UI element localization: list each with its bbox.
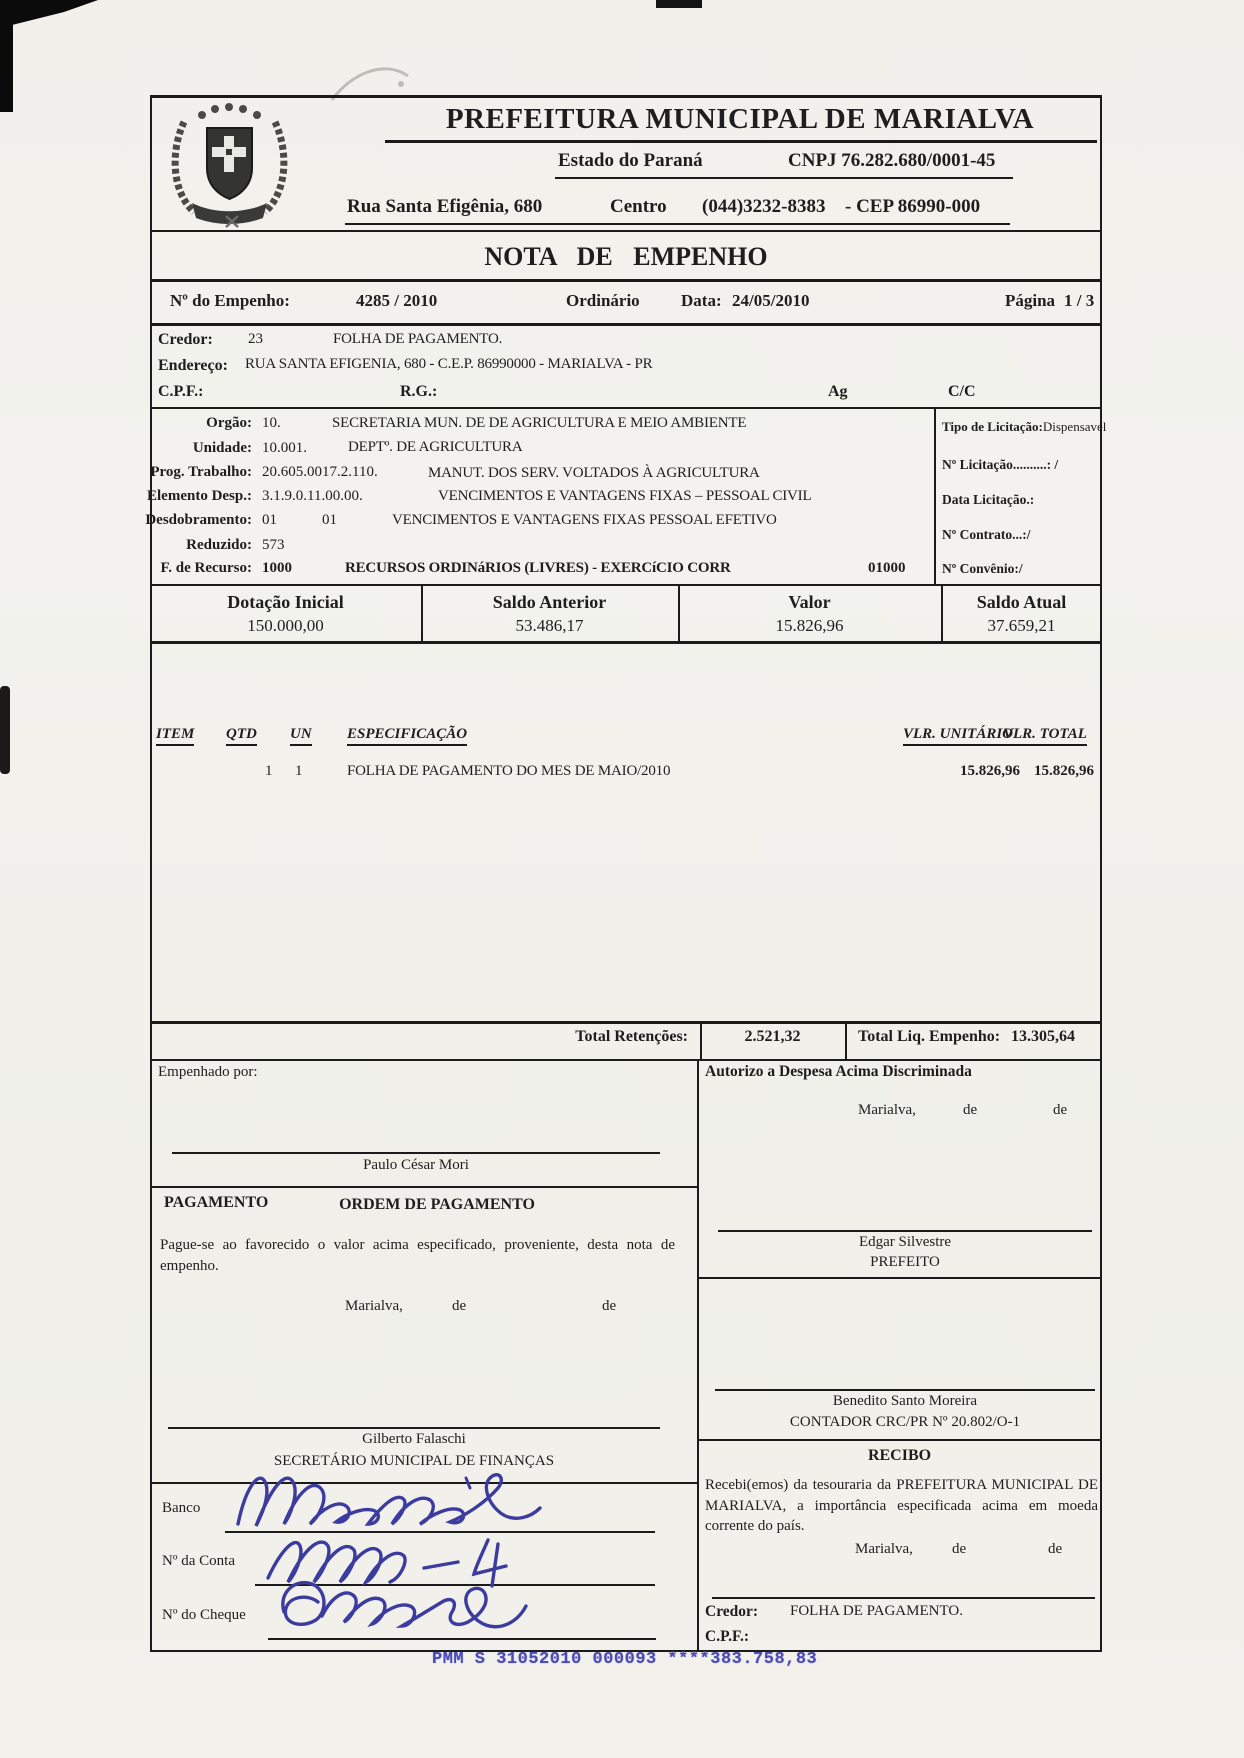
dateline-city: Marialva,: [858, 1102, 916, 1118]
col-header-especificacao: ESPECIFICAÇÃO: [347, 726, 467, 746]
cc-label: C/C: [948, 383, 976, 400]
recibo-dateline-city: Marialva,: [855, 1541, 913, 1557]
orgao-code: 10.: [262, 415, 281, 431]
divider: [555, 177, 1013, 179]
dotacao-inicial-value: 150.000,00: [247, 616, 324, 635]
recibo-credor-value: FOLHA DE PAGAMENTO.: [790, 1603, 963, 1619]
desdobramento-desc: VENCIMENTOS E VANTAGENS FIXAS PESSOAL EFETIVO: [392, 512, 777, 528]
orgao-desc: SECRETARIA MUN. DE DE AGRICULTURA E MEIO AMBIENTE: [332, 415, 747, 431]
item-qtd: 1: [295, 763, 303, 779]
divider: [385, 140, 1097, 143]
saldo-atual-label: Saldo Atual: [976, 592, 1067, 612]
empenhado-por-label: Empenhado por:: [158, 1064, 258, 1080]
credor-code: 23: [248, 331, 263, 347]
divider: [934, 407, 936, 586]
num-licitacao-label: Nº Licitação..........: /: [942, 457, 1059, 472]
cpf-label: C.P.F.:: [158, 383, 204, 400]
street-label: Rua Santa Efigênia, 680: [347, 196, 543, 217]
ordem-pagamento-text: Pague-se ao favorecido o valor acima especificado, proveniente, desta nota de empenho.: [160, 1237, 675, 1274]
fonte-recurso-extra: 01000: [868, 560, 906, 576]
unidade-label: Unidade:: [192, 440, 252, 456]
divider: [345, 223, 1010, 225]
num-cheque-label: Nº do Cheque: [162, 1607, 246, 1623]
unidade-code: 10.001.: [262, 440, 307, 456]
credor-name: FOLHA DE PAGAMENTO.: [333, 331, 503, 347]
endereco-value: RUA SANTA EFIGENIA, 680 - C.E.P. 86990000 - MARIALVA - PR: [245, 356, 653, 372]
divider: [150, 1059, 1102, 1061]
rg-label: R.G.:: [400, 383, 438, 400]
total-retencoes-label: Total Retenções:: [575, 1028, 688, 1045]
data-licitacao-label: Data Licitação.:: [942, 492, 1035, 507]
recibo-dateline-de: de: [1048, 1541, 1063, 1557]
cep-label: - CEP 86990-000: [845, 196, 981, 217]
num-contrato-label: Nº Contrato...:/: [942, 527, 1031, 542]
col-header-un: UN: [290, 726, 312, 746]
recibo-cpf-label: C.P.F.:: [705, 1628, 750, 1645]
cnpj-label: CNPJ 76.282.680/0001-45: [788, 150, 996, 171]
ag-label: Ag: [828, 383, 848, 400]
elemento-desp-code: 3.1.9.0.11.00.00.: [262, 488, 363, 504]
saldo-atual-value: 37.659,21: [987, 616, 1056, 635]
endereco-label: Endereço:: [158, 357, 228, 374]
divider: [697, 1439, 1102, 1441]
fonte-recurso-desc: RECURSOS ORDINáRIOS (LIVRES) - EXERCíCIO CORR: [345, 560, 731, 576]
orgao-label: Orgão:: [206, 415, 252, 431]
signature-name-paulo-cesar-mori: Paulo César Mori: [363, 1157, 469, 1173]
dateline-de: de: [1053, 1102, 1068, 1118]
pagamento-title: PAGAMENTO: [164, 1194, 269, 1211]
unidade-desc: DEPTº. DE AGRICULTURA: [348, 439, 523, 455]
recibo-text: Recebi(emos) da tesouraria da PREFEITURA MUNICIPAL DE MARIALVA, a importância especificada acima em moeda corrente do país.: [705, 1477, 1098, 1535]
recibo-title: RECIBO: [867, 1447, 932, 1464]
prog-trabalho-code: 20.605.0017.2.110.: [262, 464, 378, 480]
num-convenio-label: Nº Convênio:/: [942, 561, 1023, 576]
desdobramento-code2: 01: [322, 512, 337, 528]
signature-role-secretario-financas: SECRETÁRIO MUNICIPAL DE FINANÇAS: [273, 1453, 555, 1469]
dateline-city: Marialva,: [345, 1298, 403, 1314]
signature-role-contador: CONTADOR CRC/PR Nº 20.802/O-1: [789, 1414, 1021, 1430]
elemento-desp-desc: VENCIMENTOS E VANTAGENS FIXAS – PESSOAL CIVIL: [438, 488, 812, 504]
item-vlr-total: 15.826,96: [1034, 763, 1094, 779]
col-header-vlr-total: VLR. TOTAL: [1003, 726, 1087, 746]
prog-trabalho-desc: MANUT. DOS SERV. VOLTADOS À AGRICULTURA: [428, 465, 760, 481]
col-header-qtd: QTD: [226, 726, 257, 746]
dateline-de: de: [452, 1298, 467, 1314]
document-title: NOTA DE EMPENHO: [484, 242, 768, 271]
saldo-anterior-label: Saldo Anterior: [492, 592, 607, 612]
item-vlr-unitario: 15.826,96: [960, 763, 1020, 779]
ordem-pagamento-title: ORDEM DE PAGAMENTO: [339, 1196, 535, 1213]
signature-line: [718, 1230, 1092, 1232]
autorizo-title: Autorizo a Despesa Acima Discriminada: [705, 1063, 972, 1080]
saldo-anterior-value: 53.486,17: [515, 616, 584, 635]
divider: [150, 230, 1102, 232]
credor-label: Credor:: [158, 331, 213, 348]
divider: [150, 407, 1102, 409]
handwritten-cheque-entry: [270, 1570, 610, 1648]
valor-value: 15.826,96: [775, 616, 844, 635]
district-label: Centro: [610, 196, 667, 217]
tipo-licitacao: [942, 420, 1106, 435]
page-value: 1 / 3: [1064, 291, 1095, 310]
col-header-item: ITEM: [156, 726, 194, 746]
prog-trabalho-label: Prog. Trabalho:: [150, 464, 252, 480]
divider: [150, 323, 1102, 326]
phone-label: (044)3232-8383: [702, 196, 826, 217]
empenho-date-label: Data:: [681, 291, 722, 310]
elemento-desp-label: Elemento Desp.:: [147, 488, 252, 504]
recibo-dateline-de: de: [952, 1541, 967, 1557]
col-header-vlr-unitario: VLR. UNITÁRIO: [903, 726, 1013, 746]
total-retencoes-value: 2.521,32: [744, 1028, 801, 1045]
divider: [150, 1186, 697, 1188]
divider: [150, 1021, 1102, 1024]
form-border-right: [1100, 95, 1102, 1652]
num-conta-label: Nº da Conta: [162, 1553, 235, 1569]
empenho-number-value: 4285 / 2010: [356, 291, 438, 310]
divider: [697, 1059, 699, 1652]
divider: [845, 1021, 847, 1061]
handwritten-bank-entry: [230, 1460, 575, 1538]
signature-name-edgar-silvestre: Edgar Silvestre: [858, 1234, 952, 1250]
item-especificacao: FOLHA DE PAGAMENTO DO MES DE MAIO/2010: [347, 763, 671, 779]
desdobramento-label: Desdobramento:: [145, 512, 252, 528]
page-label: Página: [1005, 291, 1056, 310]
divider: [697, 1277, 1102, 1279]
dotacao-inicial-label: Dotação Inicial: [227, 592, 344, 612]
reduzido-code: 573: [262, 537, 285, 553]
form-border-top: [150, 95, 1102, 98]
signature-name-gilberto-falaschi: Gilberto Falaschi: [362, 1431, 466, 1447]
banco-label: Banco: [162, 1500, 201, 1516]
org-name: PREFEITURA MUNICIPAL DE MARIALVA: [445, 103, 1035, 135]
reduzido-label: Reduzido:: [186, 537, 252, 553]
divider: [150, 279, 1102, 282]
signature-role-prefeito: PREFEITO: [870, 1254, 940, 1270]
form-border-left: [150, 95, 152, 1652]
state-label: Estado do Paraná: [558, 150, 703, 171]
fonte-recurso-label: F. de Recurso:: [160, 560, 252, 576]
signature-line: [715, 1389, 1095, 1391]
empenho-date-value: 24/05/2010: [732, 291, 810, 310]
dateline-de: de: [602, 1298, 617, 1314]
total-liq-empenho-label: Total Liq. Empenho:: [858, 1028, 1001, 1045]
signature-line: [168, 1427, 660, 1429]
dateline-de: de: [963, 1102, 978, 1118]
tipo-licitacao-value: Dispensavel: [1042, 419, 1107, 434]
municipal-coat-of-arms-logo: [162, 100, 297, 228]
divider: [150, 641, 1102, 644]
valor-label: Valor: [788, 592, 831, 612]
total-liq-empenho-value: 13.305,64: [1011, 1028, 1075, 1045]
empenho-number-label: Nº do Empenho:: [170, 291, 290, 310]
tipo-licitacao-label: Tipo de Licitação:: [942, 419, 1043, 434]
signature-name-benedito-santo-moreira: Benedito Santo Moreira: [832, 1393, 978, 1409]
empenho-type-value: Ordinário: [566, 291, 640, 310]
item-number: 1: [265, 763, 273, 779]
signature-line: [172, 1152, 660, 1154]
recibo-credor-label: Credor:: [705, 1603, 759, 1620]
divider: [150, 584, 1102, 586]
dotmatrix-footer-text: PMM S 31052010 000093 ****383.758,83: [432, 1650, 818, 1669]
desdobramento-code1: 01: [262, 512, 277, 528]
signature-line: [712, 1597, 1095, 1599]
fonte-recurso-code: 1000: [262, 560, 292, 576]
